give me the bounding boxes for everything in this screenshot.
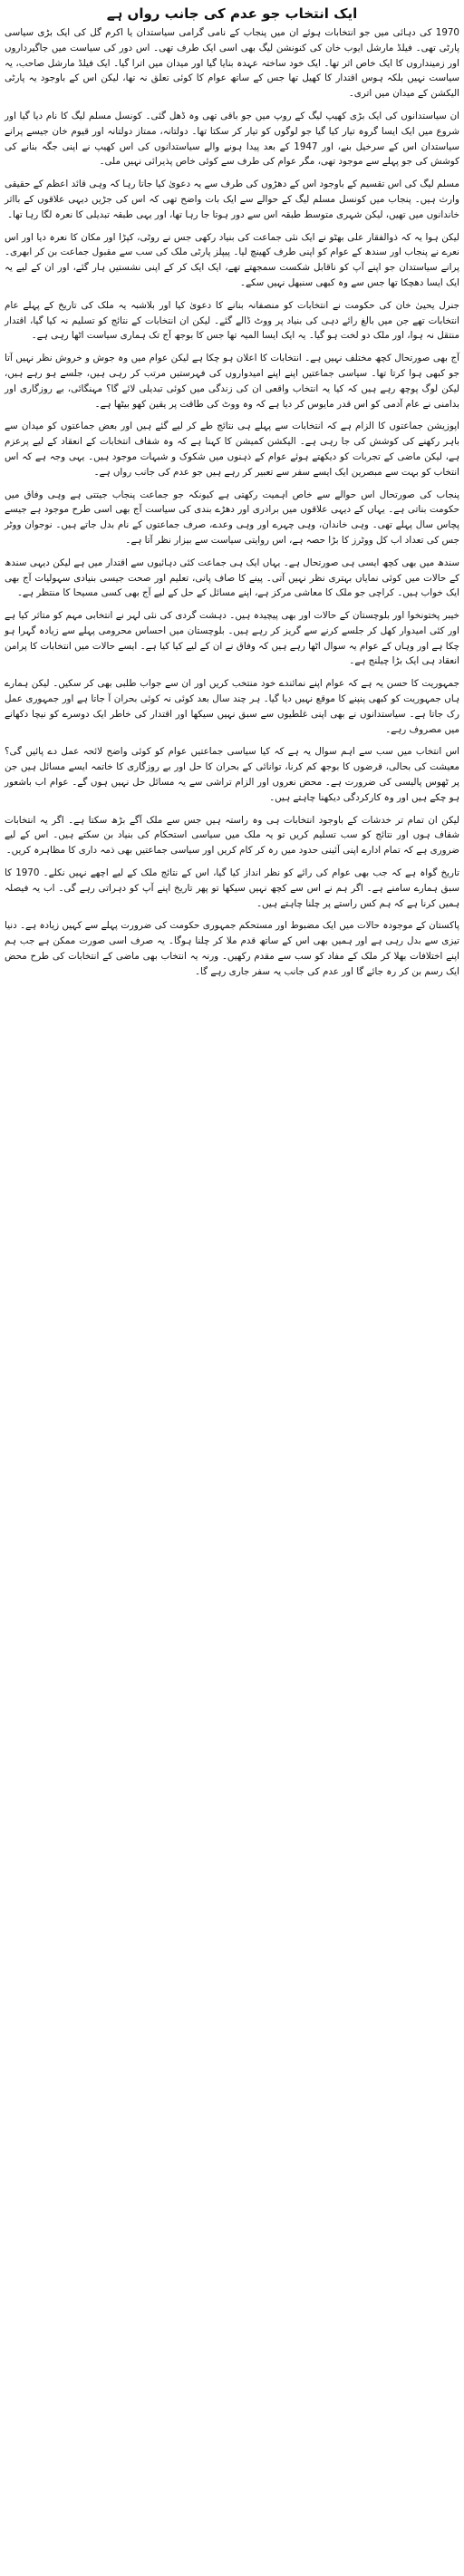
article-paragraph: لیکن ان تمام تر خدشات کے باوجود انتخابات ہی وہ راستہ ہیں جس سے ملک آگے بڑھ سکتا ہے۔ اگر یہ انتخابات شفاف ہوں اور نتائج کو سب تسلیم کریں تو یہ ملک میں سیاسی استحکام کی بنیاد بن سکتے ہیں۔ اس کے لیے ضروری ہے کہ تمام ادارے اپنی آئینی حدود میں رہ کر کام کریں اور سیاسی جماعتیں بھی ذمہ داری کا مظاہرہ کریں۔ [5,814,459,857]
article-paragraph: آج بھی صورتحال کچھ مختلف نہیں ہے۔ انتخابات کا اعلان ہو چکا ہے لیکن عوام میں وہ جوش و خروش نظر نہیں آتا جو کبھی ہوا کرتا تھا۔ سیاسی جماعتیں اپنے اپنے امیدواروں کی فہرستیں مرتب کر رہی ہیں، جلسے ہو رہے ہیں، لیکن لوگ پوچھ رہے ہیں کہ کیا یہ انتخاب واقعی ان کی زندگی میں کوئی تبدیلی لائے گا؟ مہنگائی، بے روزگاری اور بدامنی نے عام آدمی کو اس قدر مایوس کر دیا ہے کہ وہ ووٹ کی طاقت پر یقین کھو بیٹھا ہے۔ [5,353,459,410]
article-paragraph: جنرل یحییٰ خان کی حکومت نے انتخابات کو منصفانہ بنانے کا دعویٰ کیا اور بلاشبہ یہ ملک کی تاریخ کے پہلے عام انتخابات تھے جن میں بالغ رائے دہی کی بنیاد پر ووٹ ڈالے گئے۔ لیکن ان انتخابات کے نتائج کو تسلیم نہ کیا گیا، اقتدار منتقل نہ ہوا، اور ملک دو لخت ہو گیا۔ یہ ایک ایسا المیہ تھا جس کا بوجھ آج تک ہماری سیاست اٹھا رہی ہے۔ [5,299,459,342]
article-paragraph: مسلم لیگ کی اس تقسیم کے باوجود اس کے دھڑوں کی طرف سے یہ دعویٰ کیا جاتا رہا کہ وہی قائد اعظم کے حقیقی وارث ہیں۔ پنجاب میں کونسل مسلم لیگ کے حوالے سے ایک بات واضح تھی کہ اس کی جڑیں دیہی علاقوں کے بااثر خاندانوں میں تھیں، لیکن شہری متوسط طبقہ اس سے دور ہوتا جا رہا تھا، اور یہی طبقہ تبدیلی کا نعرہ لگا رہا تھا۔ [5,179,459,220]
article-paragraph: جمہوریت کا حسن یہ ہے کہ عوام اپنے نمائندے خود منتخب کریں اور ان سے جواب طلبی بھی کر سکیں۔ لیکن ہمارے ہاں جمہوریت کو کبھی پنپنے کا موقع نہیں دیا گیا۔ ہر چند سال بعد کوئی نہ کوئی بحران آ جاتا ہے اور جمہوری عمل رک جاتا ہے۔ سیاستدانوں نے بھی اپنی غلطیوں سے سبق نہیں سیکھا اور اقتدار کی خاطر ایک دوسرے کو نیچا دکھانے میں مصروف رہے۔ [5,678,459,735]
article-headline: ایک انتخاب جو عدم کی جانب رواں ہے [106,5,358,22]
article-paragraph: اس انتخاب میں سب سے اہم سوال یہ ہے کہ کیا سیاسی جماعتیں عوام کو کوئی واضح لائحہ عمل دے پائیں گی؟ معیشت کی بحالی، قرضوں کا بوجھ کم کرنا، توانائی کے بحران کا حل اور بے روزگاری کا خاتمہ ایسے مسائل ہیں جن پر ٹھوس پالیسی کی ضرورت ہے۔ محض نعروں اور الزام تراشی سے یہ مسائل حل نہیں ہوں گے۔ عوام اب باشعور ہو چکے ہیں اور وہ کارکردگی دیکھنا چاہتے ہیں۔ [5,746,459,803]
article-paragraph: لیکن ہوا یہ کہ ذوالفقار علی بھٹو نے ایک نئی جماعت کی بنیاد رکھی جس نے روٹی، کپڑا اور مکان کا نعرہ دیا اور اس نعرے نے پنجاب اور سندھ کے عوام کو اپنی طرف کھینچ لیا۔ پیپلز پارٹی ملک کی سب سے مقبول جماعت بن کر ابھری۔ پرانے سیاستدان جو اپنے آپ کو ناقابل شکست سمجھتے تھے، ایک ایک کر کے اپنی نشستیں ہار گئے، اور ان کے لیے یہ ایک ایسا دھچکا تھا جس سے وہ کبھی سنبھل نہیں سکے۔ [5,231,459,288]
article-paragraph: خیبر پختونخوا اور بلوچستان کے حالات اور بھی پیچیدہ ہیں۔ دہشت گردی کی نئی لہر نے انتخابی مہم کو متاثر کیا ہے اور کئی امیدوار کھل کر جلسے کرنے سے گریز کر رہے ہیں۔ بلوچستان میں احساس محرومی پہلے سے زیادہ گہرا ہو چکا ہے اور وہاں کے عوام یہ سوال اٹھا رہے ہیں کہ وفاق نے ان کے لیے کیا کیا ہے۔ ایسے حالات میں انتخابات کا پرامن انعقاد ہی ایک بڑا چیلنج ہے۔ [5,610,459,667]
article-paragraph: پنجاب کی صورتحال اس حوالے سے خاص اہمیت رکھتی ہے کیونکہ جو جماعت پنجاب جیتتی ہے وہی وفاق میں حکومت بناتی ہے۔ یہاں کے دیہی علاقوں میں برادری اور دھڑے بندی کی سیاست آج بھی اسی طرح موجود ہے جیسے پچاس سال پہلے تھی۔ وہی خاندان، وہی چہرے اور وہی وعدے، صرف جماعتوں کے نام بدل جاتے ہیں۔ نوجوان ووٹر جس کی تعداد اب کل ووٹرز کا بڑا حصہ ہے، اس روایتی سیاست سے بیزار نظر آتا ہے۔ [5,489,459,546]
article-paragraph: تاریخ گواہ ہے کہ جب بھی عوام کی رائے کو نظر انداز کیا گیا، اس کے نتائج ملک کے لیے اچھے نہیں نکلے۔ 1970 کا سبق ہمارے سامنے ہے۔ اگر ہم نے اس سے کچھ نہیں سیکھا تو پھر تاریخ اپنے آپ کو دہراتی رہے گی۔ اب یہ فیصلہ ہمیں کرنا ہے کہ ہم کس راستے پر چلنا چاہتے ہیں۔ [5,867,459,909]
article-paragraph: 1970 کی دہائی میں جو انتخابات ہوئے ان میں پنجاب کے نامی گرامی سیاستدان یا اکرم گل کی ایک بڑی سیاسی پارٹی تھی۔ فیلڈ مارشل ایوب خان کی کنونشن لیگ بھی اسی ایک طرف تھی۔ اس دور کی سیاست میں جاگیرداروں اور زمینداروں کا ایک خاص اثر تھا۔ ایک خود ساختہ عہدہ بنایا گیا اور میدان میں اترا گیا۔ ایک فیلڈ مارشل صاحب، یہ سیاست نہیں بلکہ ہوس اقتدار کا کھیل تھا جس کے ساتھ عوام کا کوئی تعلق نہ تھا، لیکن اس کے باوجود یہ پارٹی الیکشن کے میدان میں اتری۔ [5,27,459,100]
article-paragraph: سندھ میں بھی کچھ ایسی ہی صورتحال ہے۔ یہاں ایک ہی جماعت کئی دہائیوں سے اقتدار میں ہے لیکن دیہی سندھ کے حالات میں کوئی نمایاں بہتری نظر نہیں آتی۔ پینے کا صاف پانی، تعلیم اور صحت جیسی بنیادی سہولیات آج بھی ایک خواب ہیں۔ کراچی جو ملک کا معاشی مرکز ہے، اپنے مسائل کے حل کے لیے آج بھی کسی مسیحا کا منتظر ہے۔ [5,557,459,599]
article-body [5,25,459,980]
article-paragraph: پاکستان کے موجودہ حالات میں ایک مضبوط اور مستحکم جمہوری حکومت کی ضرورت پہلے سے کہیں زیادہ ہے۔ دنیا تیزی سے بدل رہی ہے اور ہمیں بھی اس کے ساتھ قدم ملا کر چلنا ہوگا۔ یہ صرف اسی صورت ممکن ہے جب ہم اپنے اختلافات بھلا کر ملک کے مفاد کو سب سے مقدم رکھیں۔ ورنہ یہ انتخاب بھی ماضی کے انتخابات کی طرح محض ایک رسم بن کر رہ جائے گا اور عدم کی جانب یہ سفر جاری رہے گا۔ [5,920,459,977]
article-paragraph: اپوزیشن جماعتوں کا الزام ہے کہ انتخابات سے پہلے ہی نتائج طے کر لیے گئے ہیں اور بعض جماعتوں کو میدان سے باہر رکھنے کی کوشش کی جا رہی ہے۔ الیکشن کمیشن کا کہنا ہے کہ وہ شفاف انتخابات کے انعقاد کے لیے پرعزم ہے، لیکن ماضی کے تجربات کو دیکھتے ہوئے عوام کے ذہنوں میں شکوک و شبہات موجود ہیں۔ یہی وجہ ہے کہ اس انتخاب کو بہت سے مبصرین ایک ایسے سفر سے تعبیر کر رہے ہیں جو عدم کی جانب رواں ہے۔ [5,421,459,478]
article-paragraph: ان سیاستدانوں کی ایک بڑی کھیپ لیگ کے روپ میں جو باقی تھی وہ ڈھل گئی۔ کونسل مسلم لیگ کا نام دیا گیا اور شروع میں ایک ایسا گروہ تیار کیا گیا جو لوگوں کو تیار کر سکتا تھا۔ دولتانہ، ممتاز دولتانہ اور قیوم خان جیسے پرانے سیاستدان اس کے سرخیل بنے، اور 1947 کے بعد پیدا ہونے والے سیاستدانوں کی اس کھیپ نے اپنی جگہ بنانے کی کوشش کی جو پہلے سے موجود تھی، مگر عوام کی طرف سے کوئی خاص پذیرائی نہیں ملی۔ [5,110,460,168]
